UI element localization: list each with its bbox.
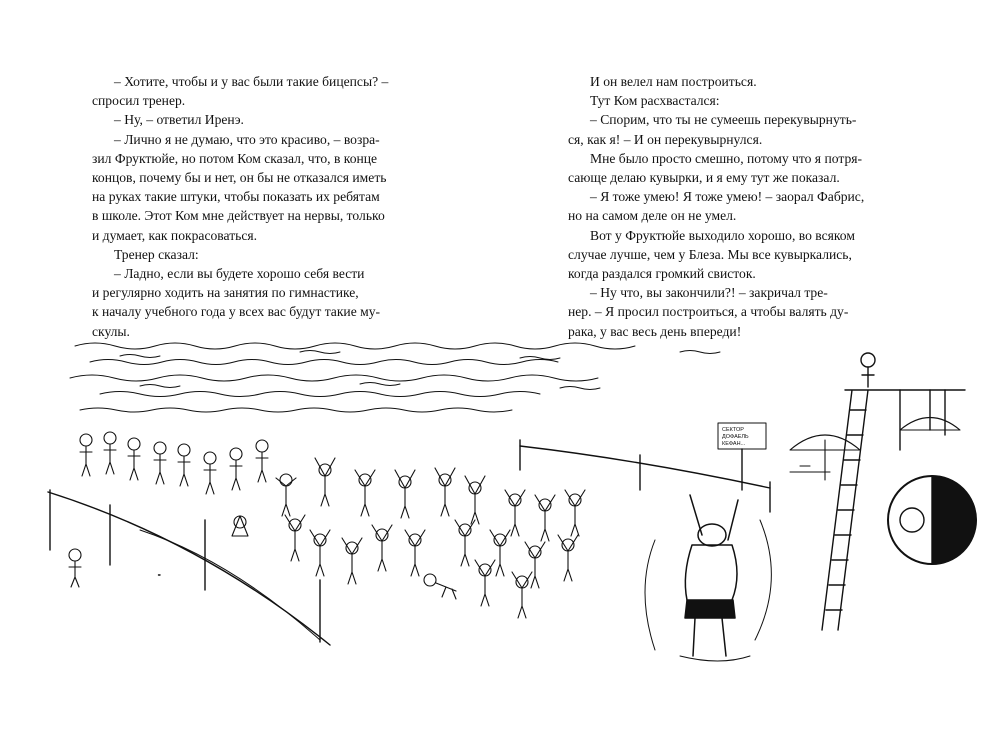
child-figure <box>475 560 495 606</box>
text-line: на руках такие штуки, чтобы показать их ребятам <box>92 189 380 205</box>
text-line: Мне было просто смешно, потому что я потря- <box>590 150 863 166</box>
sector-sign <box>718 423 766 490</box>
child-figure <box>232 516 248 536</box>
coach-figure <box>645 495 771 661</box>
child-figure <box>405 530 425 576</box>
child-figure <box>435 468 455 516</box>
text-line: сающе делаю кувырки, и я ему тут же показал. <box>568 170 840 186</box>
child-figure <box>558 535 578 581</box>
text-line: ся, как я! – И он перекувырнулся. <box>568 131 763 147</box>
text-line: нер. – Я просил построиться, а чтобы валять ду- <box>568 304 849 320</box>
child-figure <box>342 538 362 584</box>
child-figure <box>80 434 92 476</box>
text-line: – Ладно, если вы будете хорошо себя вести <box>114 266 365 282</box>
children-crowd <box>69 432 585 618</box>
child-figure <box>424 574 456 599</box>
child-figure <box>315 458 335 506</box>
text-line: И он велел нам построиться. <box>590 74 757 89</box>
text-line: зил Фруктюйе, но потом Ком сказал, что, в конце <box>92 150 378 166</box>
text-line: скулы. <box>92 323 130 339</box>
child-figure <box>455 520 475 566</box>
child-figure <box>128 438 140 480</box>
right-text-column <box>568 72 923 341</box>
text-line: и регулярно ходить на занятия по гимнастике, <box>92 285 359 301</box>
child-figure <box>565 490 585 536</box>
sign-text-line: СЕКТОР <box>722 427 744 433</box>
child-figure <box>256 440 268 482</box>
text-line: концов, почему бы и нет, он бы не отказался иметь <box>92 170 387 186</box>
text-line: случае лучше, чем у Блеза. Мы все кувыркались, <box>568 246 852 262</box>
beach-umbrellas <box>790 418 960 481</box>
child-figure <box>535 495 555 541</box>
beach-illustration <box>0 330 1001 751</box>
sea-waves <box>70 343 720 412</box>
text-line: и думает, как покрасоваться. <box>92 227 258 243</box>
child-figure <box>69 549 81 587</box>
child-figure <box>490 530 510 576</box>
text-line: когда раздался громкий свисток. <box>568 266 756 282</box>
child-figure <box>104 432 116 474</box>
child-figure <box>285 515 305 561</box>
text-line: к началу учебного года у всех вас будут такие му- <box>92 304 381 320</box>
child-figure <box>505 490 525 536</box>
text-line: – Лично я не думаю, что это красиво, – возра- <box>114 131 380 147</box>
child-figure <box>204 452 216 494</box>
text-line: Вот у Фруктюйе выходило хорошо, во всяком <box>590 227 855 243</box>
sign-text-line: КЕФАН... <box>722 441 746 447</box>
child-figure <box>178 444 190 486</box>
text-line: – Спорим, что ты не сумеешь перекувырнуть- <box>590 112 857 128</box>
text-line: – Ну, – ответил Иренэ. <box>114 112 244 128</box>
child-figure <box>512 572 532 618</box>
child-figure <box>395 470 415 518</box>
text-line: Тут Ком расхвастался: <box>590 93 720 109</box>
text-line: в школе. Этот Ком мне действует на нервы, только <box>92 208 385 224</box>
child-figure <box>230 448 242 490</box>
child-figure <box>372 525 392 571</box>
lifeguard-tower <box>822 353 976 630</box>
child-figure <box>355 470 375 516</box>
sign-text-line: ДОФАЕЛЬ <box>722 434 749 440</box>
child-figure <box>276 474 296 516</box>
left-text-column <box>92 72 447 341</box>
child-figure <box>310 530 330 576</box>
text-line: спросил тренер. <box>92 93 186 109</box>
text-line: – Хотите, чтобы и у вас были такие бицепсы? – <box>114 74 389 89</box>
child-figure <box>465 476 485 524</box>
text-line: но на самом деле он не умел. <box>568 208 737 224</box>
text-line: Тренер сказал: <box>114 246 199 262</box>
text-line: рака, у вас весь день впереди! <box>568 323 742 339</box>
text-line: – Я тоже умею! Я тоже умею! – заорал Фабрис, <box>590 189 865 205</box>
text-line: – Ну что, вы закончили?! – закричал тре- <box>590 285 828 301</box>
child-figure <box>154 442 166 484</box>
